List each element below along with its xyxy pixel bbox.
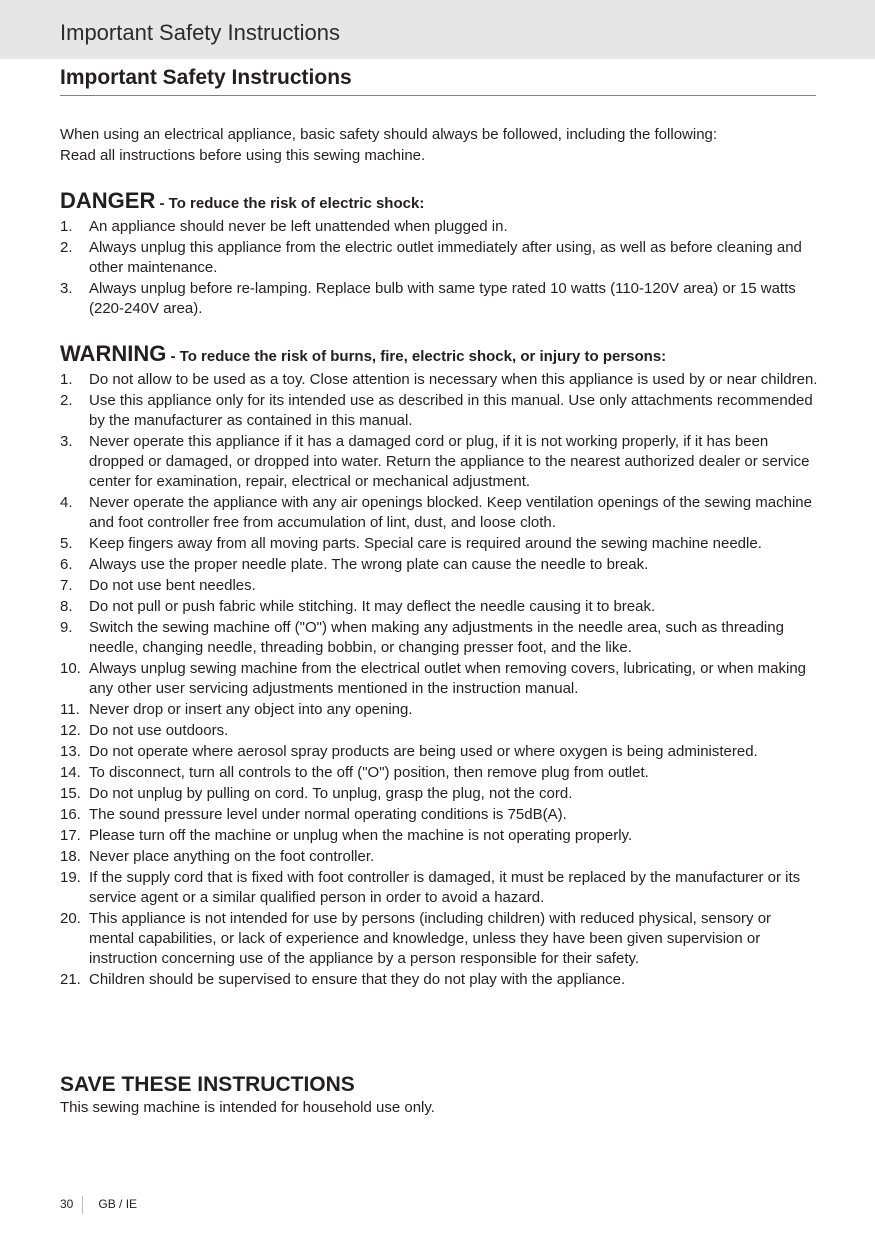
- warning-list: [60, 370, 820, 990]
- list-item-text: Keep fingers away from all moving parts. Special care is required around the sewing machine needle.: [89, 535, 762, 552]
- list-item-text: If the supply cord that is fixed with foot controller is damaged, it must be replaced by the manufacturer or its service agent or a similar qualified person in order to avoid a hazard.: [89, 869, 801, 906]
- list-item-text: Always unplug sewing machine from the electrical outlet when removing covers, lubricating, or when making any other user servicing adjustments mentioned in the instruction manual.: [89, 660, 807, 697]
- danger-heading: [60, 188, 820, 217]
- list-item-number: 18.: [60, 848, 81, 865]
- list-item: [60, 763, 820, 783]
- list-item-number: 19.: [60, 869, 81, 886]
- list-item: [60, 432, 820, 492]
- list-item-number: 16.: [60, 806, 81, 823]
- list-item-text: Always unplug this appliance from the electric outlet immediately after using, as well as before cleaning and other maintenance.: [89, 239, 802, 276]
- danger-subheading: - To reduce the risk of electric shock:: [155, 195, 425, 212]
- save-title: SAVE THESE INSTRUCTIONS: [60, 1073, 355, 1096]
- list-item-text: Do not pull or push fabric while stitching. It may deflect the needle causing it to break.: [89, 598, 656, 615]
- list-item-number: 8.: [60, 598, 73, 615]
- list-item-number: 14.: [60, 764, 81, 781]
- list-item-number: 11.: [60, 701, 80, 718]
- danger-label: DANGER: [60, 188, 156, 213]
- list-item-text: Never place anything on the foot controller.: [89, 848, 375, 865]
- list-item-number: 20.: [60, 910, 81, 927]
- list-item-text: This appliance is not intended for use by persons (including children) with reduced physical, sensory or mental capabilities, or lack of experience and knowledge, unless they have been given supervision or instruction concerning use of the appliance by a person responsible for their safety.: [89, 910, 772, 967]
- intro-line-2: Read all instructions before using this sewing machine.: [60, 147, 426, 164]
- list-item-text: Do not use outdoors.: [89, 722, 229, 739]
- title-divider: [60, 95, 816, 96]
- list-item-text: Use this appliance only for its intended use as described in this manual. Use only attachments recommended by the manufacturer as contained in this manual.: [89, 392, 813, 429]
- save-note: This sewing machine is intended for household use only.: [60, 1099, 435, 1116]
- list-item-text: Always unplug before re-lamping. Replace bulb with same type rated 10 watts (110-120V area) or 15 watts (220-240V area).: [89, 280, 796, 317]
- footer-divider: [82, 1196, 83, 1214]
- warning-heading: [60, 341, 820, 370]
- list-item-number: 5.: [60, 535, 73, 552]
- list-item: [60, 805, 820, 825]
- list-item-text: Never operate this appliance if it has a damaged cord or plug, if it is not working properly, if it has been dropped or damaged, or dropped into water. Return the appliance to the nearest authorized dealer or service center for examination, repair, electrical or mechanical adjustment.: [89, 433, 810, 490]
- list-item-number: 10.: [60, 660, 81, 677]
- header-title: Important Safety Instructions: [60, 20, 341, 45]
- list-item-number: 17.: [60, 827, 81, 844]
- list-item-number: 1.: [60, 371, 73, 388]
- list-item-number: 2.: [60, 392, 73, 409]
- list-item-text: Do not operate where aerosol spray products are being used or where oxygen is being administered.: [89, 743, 758, 760]
- list-item: [60, 721, 820, 741]
- list-item-number: 12.: [60, 722, 81, 739]
- list-item-text: To disconnect, turn all controls to the off ("O") position, then remove plug from outlet.: [89, 764, 649, 781]
- list-item: [60, 555, 820, 575]
- list-item: [60, 970, 820, 990]
- intro-paragraph: [60, 124, 820, 166]
- danger-section: [60, 188, 820, 320]
- list-item: [60, 391, 820, 431]
- list-item: [60, 847, 820, 867]
- warning-label: WARNING: [60, 341, 167, 366]
- list-item-text: An appliance should never be left unattended when plugged in.: [89, 218, 508, 235]
- list-item: [60, 909, 820, 969]
- list-item-text: Children should be supervised to ensure that they do not play with the appliance.: [89, 971, 626, 988]
- list-item-text: Never operate the appliance with any air openings blocked. Keep ventilation openings of the sewing machine and foot controller free from accumulation of lint, dust, and loose cloth.: [89, 494, 812, 531]
- list-item-number: 3.: [60, 280, 73, 297]
- list-item: [60, 618, 820, 658]
- page-number: 30: [60, 1197, 74, 1212]
- save-section: [60, 1072, 820, 1118]
- list-item-number: 3.: [60, 433, 73, 450]
- list-item-number: 15.: [60, 785, 81, 802]
- list-item-text: Always use the proper needle plate. The wrong plate can cause the needle to break.: [89, 556, 649, 573]
- list-item-number: 9.: [60, 619, 73, 636]
- list-item-text: Please turn off the machine or unplug when the machine is not operating properly.: [89, 827, 633, 844]
- list-item: [60, 742, 820, 762]
- list-item: [60, 238, 820, 278]
- list-item: [60, 659, 820, 699]
- list-item: [60, 493, 820, 533]
- list-item: [60, 217, 820, 237]
- list-item-number: 6.: [60, 556, 73, 573]
- list-item: [60, 597, 820, 617]
- list-item: [60, 370, 820, 390]
- list-item-number: 4.: [60, 494, 73, 511]
- list-item: [60, 700, 820, 720]
- list-item-number: 13.: [60, 743, 81, 760]
- list-item-text: Do not allow to be used as a toy. Close attention is necessary when this appliance is used by or near children.: [89, 371, 818, 388]
- list-item-number: 7.: [60, 577, 73, 594]
- list-item-text: Never drop or insert any object into any opening.: [89, 701, 413, 718]
- list-item-number: 2.: [60, 239, 73, 256]
- page-title: Important Safety Instructions: [60, 66, 352, 89]
- warning-subheading: - To reduce the risk of burns, fire, electric shock, or injury to persons:: [166, 348, 667, 365]
- list-item-text: Do not use bent needles.: [89, 577, 256, 594]
- list-item-text: Switch the sewing machine off ("O") when making any adjustments in the needle area, such as threading needle, changing needle, threading bobbin, or changing presser foot, and the like.: [89, 619, 784, 656]
- list-item-text: The sound pressure level under normal operating conditions is 75dB(A).: [89, 806, 567, 823]
- list-item-text: Do not unplug by pulling on cord. To unplug, grasp the plug, not the cord.: [89, 785, 573, 802]
- list-item: [60, 279, 820, 319]
- list-item: [60, 784, 820, 804]
- intro-line-1: When using an electrical appliance, basic safety should always be followed, including the following:: [60, 126, 718, 143]
- list-item: [60, 534, 820, 554]
- list-item: [60, 576, 820, 596]
- danger-list: [60, 217, 820, 319]
- list-item-number: 1.: [60, 218, 73, 235]
- page-footer: [60, 1196, 137, 1214]
- list-item: [60, 826, 820, 846]
- list-item: [60, 868, 820, 908]
- footer-locale: GB / IE: [98, 1197, 138, 1212]
- warning-section: [60, 341, 820, 991]
- list-item-number: 21.: [60, 971, 81, 988]
- header-band: [0, 0, 875, 59]
